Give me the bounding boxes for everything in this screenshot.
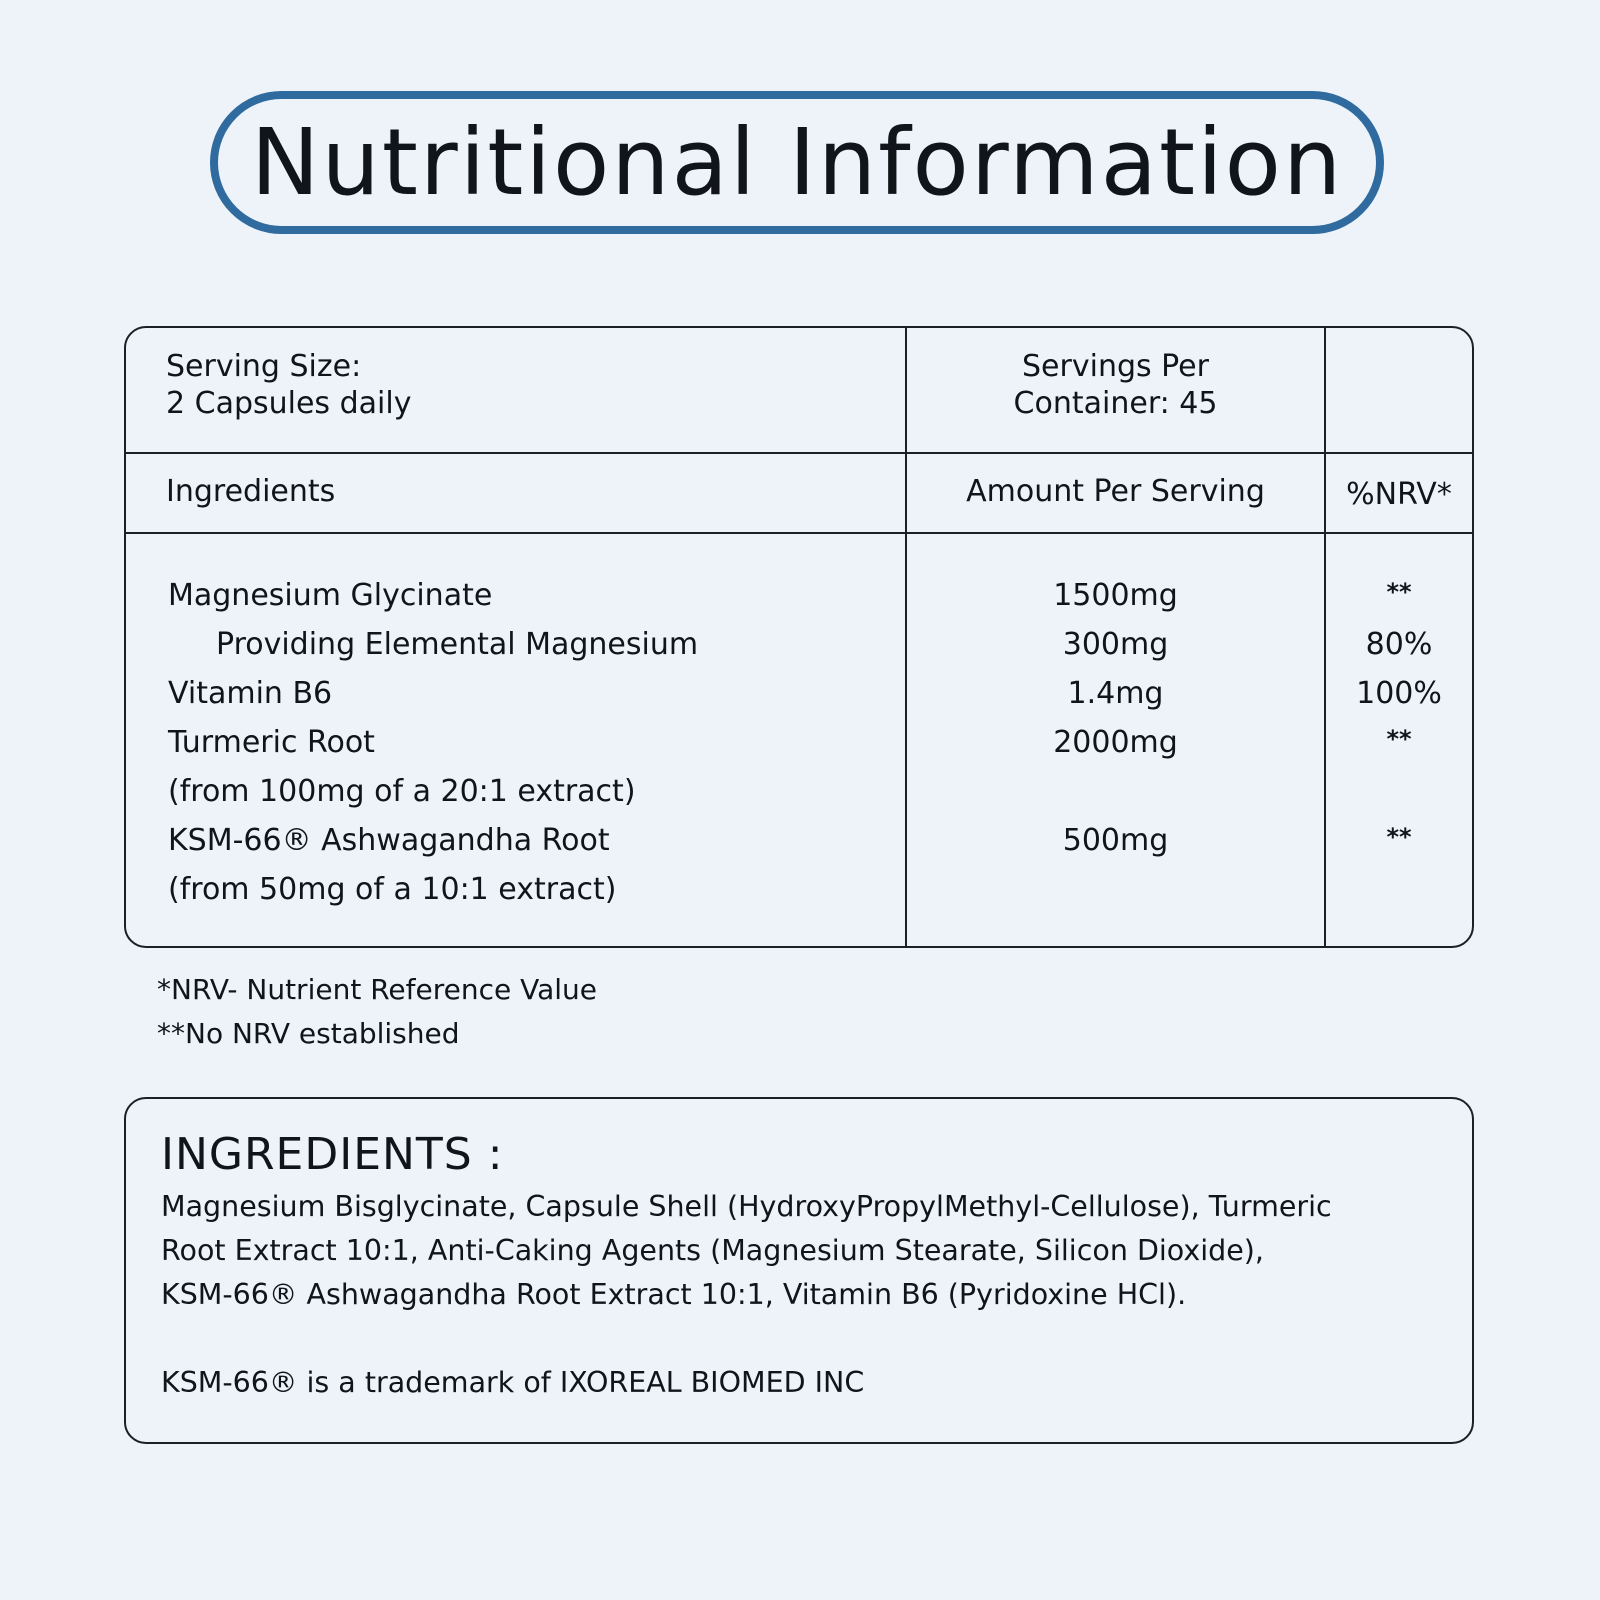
- footnotes: [157, 968, 597, 1056]
- column-header-ingredients: Ingredients: [166, 474, 336, 509]
- serving-size: [166, 348, 411, 422]
- ingredient-nrv: **: [1386, 725, 1412, 753]
- serving-size-label: Serving Size:: [166, 349, 362, 384]
- column-header-nrv: %NRV*: [1346, 477, 1452, 512]
- ingredient-nrv: **: [1386, 823, 1412, 851]
- ingredient-amount: 300mg: [1062, 627, 1169, 662]
- row-divider: [126, 452, 1472, 454]
- ingredient-name: (from 100mg of a 20:1 extract): [168, 774, 636, 809]
- ingredient-name: (from 50mg of a 10:1 extract): [168, 872, 617, 907]
- nutrition-table: [124, 326, 1474, 948]
- ingredients-line: Magnesium Bisglycinate, Capsule Shell (HydroxyPropylMethyl-Cellulose), Turmeric: [161, 1190, 1332, 1223]
- ingredients-line: KSM-66® Ashwagandha Root Extract 10:1, Vitamin B6 (Pyridoxine HCl).: [161, 1278, 1187, 1311]
- ingredient-amount: 2000mg: [1053, 725, 1178, 760]
- ingredient-name: Vitamin B6: [168, 676, 333, 711]
- title-banner: [210, 91, 1384, 234]
- row-divider: [126, 532, 1472, 534]
- ingredient-name: Magnesium Glycinate: [168, 578, 493, 613]
- ingredients-box: [124, 1097, 1474, 1444]
- ingredient-nrv: 80%: [1365, 627, 1433, 662]
- serving-size-value: 2 Capsules daily: [166, 386, 412, 421]
- ingredient-amount: 1.4mg: [1067, 676, 1164, 711]
- ingredient-nrv: **: [1386, 578, 1412, 606]
- page-title: Nutritional Information: [250, 108, 1344, 216]
- footnote-no-nrv: **No NRV established: [157, 1017, 460, 1050]
- column-header-amount: Amount Per Serving: [966, 474, 1265, 509]
- ingredient-amount: 500mg: [1062, 823, 1169, 858]
- ingredient-name: Turmeric Root: [168, 725, 375, 760]
- ingredients-line: Root Extract 10:1, Anti-Caking Agents (Magnesium Stearate, Silicon Dioxide),: [161, 1234, 1264, 1267]
- ingredient-name: KSM-66® Ashwagandha Root: [168, 823, 610, 858]
- ingredient-name: Providing Elemental Magnesium: [216, 627, 699, 662]
- footnote-nrv: *NRV- Nutrient Reference Value: [157, 973, 597, 1006]
- ingredient-nrv: 100%: [1356, 676, 1442, 711]
- servings-per-container: [907, 348, 1324, 422]
- trademark-notice: KSM-66® is a trademark of IXOREAL BIOMED INC: [161, 1366, 865, 1399]
- servings-per-line-2: Container: 45: [1013, 386, 1218, 421]
- servings-per-line-1: Servings Per: [1022, 349, 1209, 384]
- ingredients-heading: INGREDIENTS :: [161, 1129, 504, 1180]
- ingredient-amount: 1500mg: [1053, 578, 1178, 613]
